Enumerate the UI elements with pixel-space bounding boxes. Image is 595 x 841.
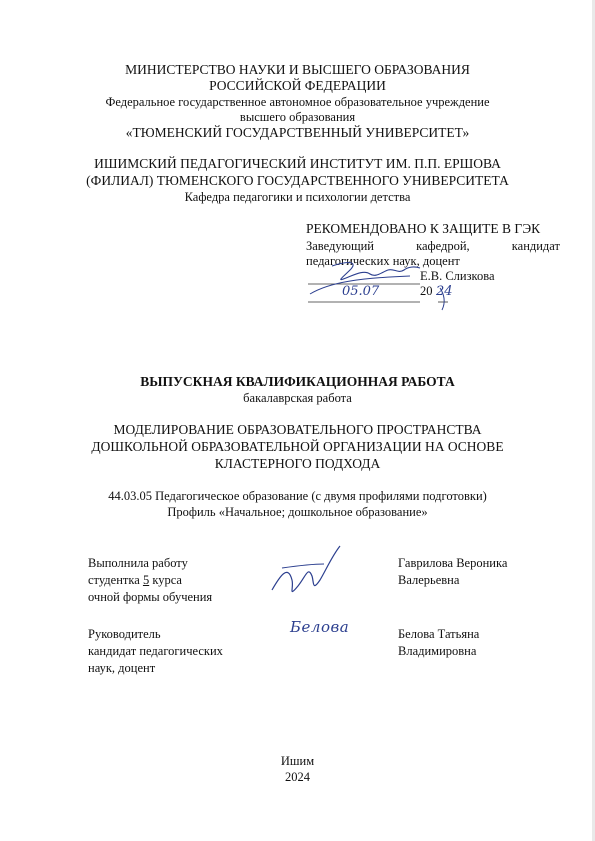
approval-degree-line: педагогических наук, доцент: [306, 254, 460, 268]
institute-line-2: (ФИЛИАЛ) ТЮМЕНСКОГО ГОСУДАРСТВЕННОГО УНИВЕРСИТЕТА: [86, 173, 509, 188]
ministry-line-1: МИНИСТЕРСТВО НАУКИ И ВЫСШЕГО ОБРАЗОВАНИЯ: [125, 62, 470, 77]
institute-line-1: ИШИМСКИЙ ПЕДАГОГИЧЕСКИЙ ИНСТИТУТ ИМ. П.П. ЕРШОВА: [94, 156, 501, 171]
department-name: Кафедра педагогики и психологии детства: [184, 190, 411, 204]
university-name: «ТЮМЕНСКИЙ ГОСУДАРСТВЕННЫЙ УНИВЕРСИТЕТ»: [125, 125, 470, 140]
author-label-1: Выполнила работу: [88, 556, 188, 570]
institution-level-line: высшего образования: [239, 110, 356, 124]
approval-name-line: [306, 269, 560, 284]
institution-type-line: Федеральное государственное автономное образовательное учреждение: [105, 95, 490, 109]
topic-line-3: КЛАСТЕРНОГО ПОДХОДА: [214, 456, 381, 471]
author-name-2: Валерьевна: [398, 573, 460, 587]
supervisor-label-1: Руководитель: [88, 627, 161, 641]
topic-line-2: ДОШКОЛЬНОЙ ОБРАЗОВАТЕЛЬНОЙ ОРГАНИЗАЦИИ НА ОСНОВЕ: [91, 439, 504, 454]
work-type-title: ВЫПУСКНАЯ КВАЛИФИКАЦИОННАЯ РАБОТА: [140, 374, 455, 389]
footer-city: Ишим: [280, 754, 315, 768]
supervisor-signature: Белова: [290, 618, 350, 636]
work-type-subtitle: бакалаврская работа: [243, 391, 352, 405]
approval-heading: РЕКОМЕНДОВАНО К ЗАЩИТЕ В ГЭК: [306, 221, 541, 236]
approval-year-prefix: 20: [420, 284, 433, 298]
author-label-2: [88, 573, 182, 588]
topic-line-1: МОДЕЛИРОВАНИЕ ОБРАЗОВАТЕЛЬНОГО ПРОСТРАНСТВА: [113, 422, 482, 437]
approval-position-line: [306, 239, 560, 254]
author-label-3: очной формы обучения: [88, 590, 213, 604]
author-course: 5: [142, 573, 150, 587]
supervisor-name-2: Владимировна: [398, 644, 477, 658]
supervisor-label-2: кандидат педагогических: [88, 644, 223, 658]
approval-year-handwritten: 24: [436, 284, 453, 299]
ministry-line-2: РОССИЙСКОЙ ФЕДЕРАЦИИ: [209, 78, 386, 93]
profile-line: Профиль «Начальное; дошкольное образование»: [167, 505, 428, 519]
approval-head-name: Е.В. Слизкова: [420, 269, 495, 283]
approval-word-candidate: кандидат: [511, 239, 560, 253]
footer-year: 2024: [285, 770, 310, 784]
approval-date-handwritten: 05.07: [342, 284, 380, 299]
author-label-2-prefix: студентка: [88, 573, 143, 587]
approval-word-head: Заведующий: [306, 239, 374, 253]
supervisor-name-1: Белова Татьяна: [398, 627, 480, 641]
author-label-2-suffix: курса: [149, 573, 182, 587]
specialty-line: 44.03.05 Педагогическое образование (с двумя профилями подготовки): [108, 489, 487, 503]
author-name-1: Гаврилова Вероника: [398, 556, 508, 570]
supervisor-label-3: наук, доцент: [88, 661, 156, 675]
author-signature-icon: [262, 540, 358, 606]
approval-word-department: кафедрой,: [416, 239, 470, 253]
